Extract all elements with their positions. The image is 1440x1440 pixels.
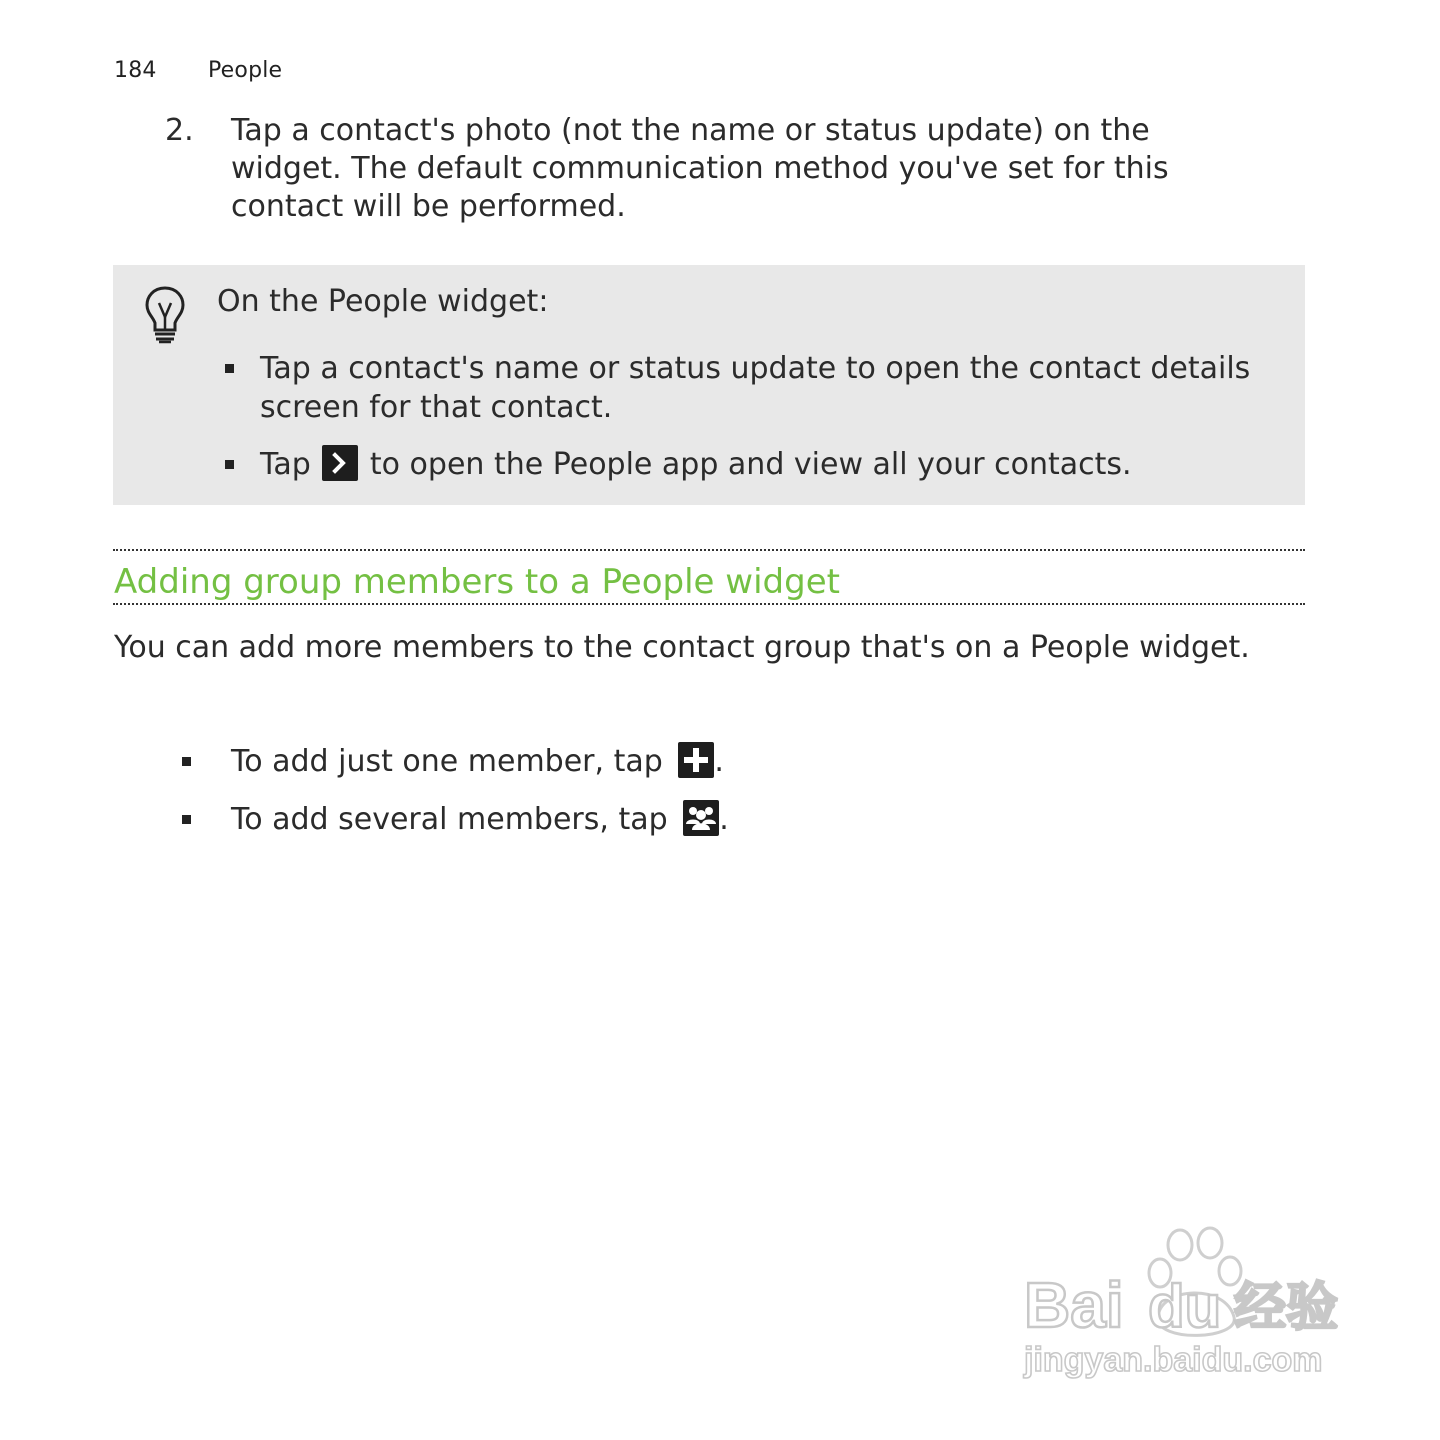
tip-bullet-after: to open the People app and view all your contacts.: [369, 447, 1132, 482]
chevron-right-icon: [322, 445, 358, 481]
numbered-step: [165, 112, 1265, 226]
tip-bullet-before: Tap: [260, 447, 311, 482]
bullet-marker: [182, 815, 191, 824]
svg-text:jingyan.baidu.com: jingyan.baidu.com: [1024, 1341, 1323, 1379]
tip-box: [113, 265, 1305, 505]
lightbulb-icon: [143, 285, 187, 345]
list-item: [223, 445, 1305, 484]
section-paragraph: You can add more members to the contact group that's on a People widget.: [114, 630, 1250, 665]
section-rule-top: [113, 549, 1305, 551]
group-icon: [683, 800, 719, 836]
tip-intro: On the People widget:: [217, 284, 549, 319]
svg-text:经验: 经验: [1234, 1278, 1339, 1338]
bullet-after: .: [719, 802, 729, 837]
step-number: 2.: [165, 113, 194, 148]
list-item: [180, 742, 1080, 781]
baidu-watermark-logo: [1020, 1225, 1356, 1390]
list-item: [180, 800, 1080, 839]
bullet-before: To add just one member, tap: [231, 744, 663, 779]
bullet-marker: [182, 757, 191, 766]
svg-text:Bai: Bai: [1024, 1269, 1124, 1341]
section-rule-bottom: [113, 603, 1305, 605]
bullet-marker: [225, 460, 234, 469]
svg-text:du: du: [1148, 1273, 1222, 1340]
tip-bullet-text: Tap a contact's name or status update to open the contact details screen for that contact.: [260, 351, 1251, 425]
chapter-title: People: [208, 58, 283, 83]
step-text: Tap a contact's photo (not the name or status update) on the widget. The default communication method you've set for this contact will be performed.: [231, 113, 1169, 224]
page-number: 184: [114, 58, 157, 83]
member-list: [180, 742, 1080, 858]
tip-list: [223, 349, 1305, 502]
page-header: [114, 58, 282, 83]
bullet-after: .: [714, 744, 724, 779]
add-icon: [678, 742, 714, 778]
section-heading: Adding group members to a People widget: [114, 562, 840, 602]
bullet-marker: [225, 364, 234, 373]
list-item: [223, 349, 1305, 427]
bullet-before: To add several members, tap: [231, 802, 668, 837]
